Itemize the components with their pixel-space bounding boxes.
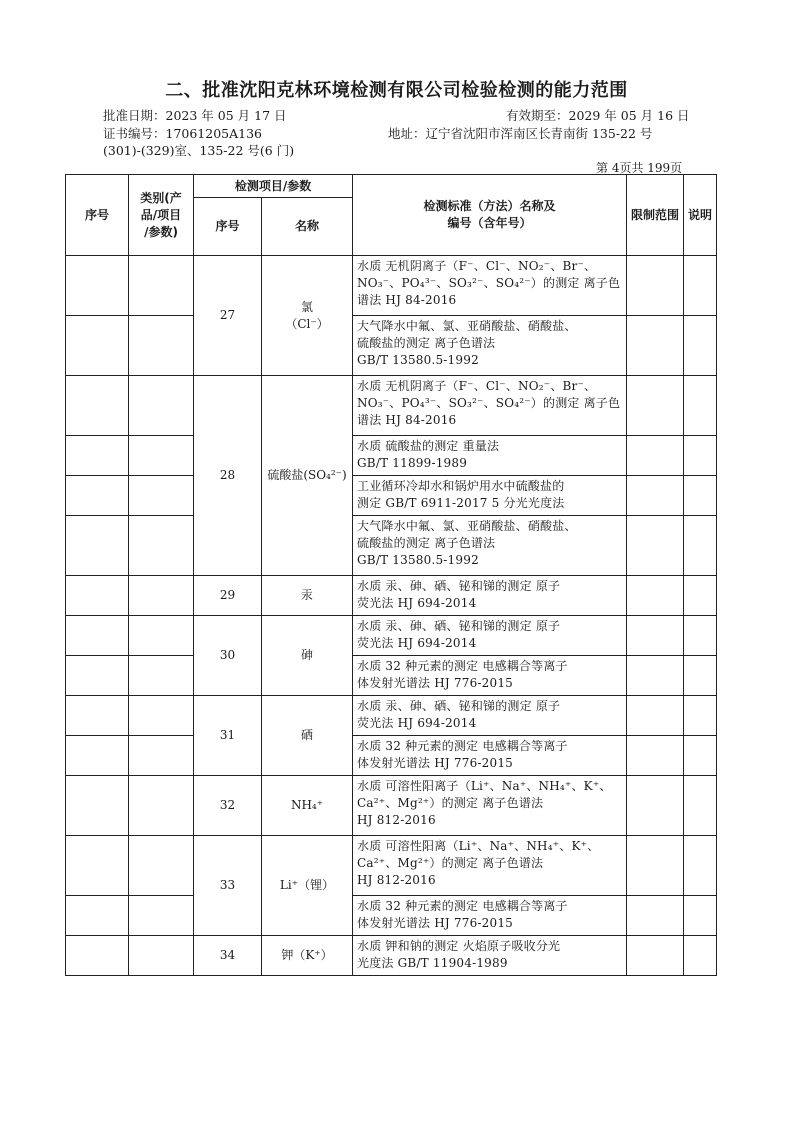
table-row <box>66 256 717 316</box>
note-cell <box>684 256 717 316</box>
page-title: 二、批准沈阳克林环境检测有限公司检验检测的能力范围 <box>165 80 628 101</box>
category-cell <box>129 736 194 776</box>
item-name-line: Li⁺（锂） <box>279 878 335 892</box>
standard-line: 工业循环冷却水和锅炉用水中硫酸盐的 <box>357 479 565 493</box>
note-cell <box>684 576 717 616</box>
table-row <box>66 476 717 516</box>
item-name-line: （Cl⁻） <box>285 316 329 331</box>
category-cell <box>129 576 194 616</box>
note-cell <box>684 776 717 836</box>
item-name-cell <box>262 696 353 776</box>
page-info: 第 4页共 199页 <box>596 161 683 175</box>
item-name-cell <box>262 936 353 976</box>
standard-line: 水质 32 种元素的测定 电感耦合等离子 <box>357 739 568 753</box>
seq-cell <box>66 936 129 976</box>
standard-line: 谱法 HJ 84-2016 <box>357 413 457 427</box>
standard-line: GB/T 13580.5-1992 <box>357 553 479 567</box>
item-name-line: 钾（K⁺） <box>281 948 333 962</box>
standard-line: 荧光法 HJ 694-2014 <box>357 716 477 730</box>
note-cell <box>684 836 717 896</box>
col-standard-header: 检测标准（方法）名称及 编号（含年号） <box>353 175 627 256</box>
standard-line: 硫酸盐的测定 离子色谱法 <box>357 536 496 550</box>
item-seq-cell: 32 <box>194 776 262 836</box>
standard-cell <box>353 436 627 476</box>
category-cell <box>129 776 194 836</box>
standard-cell <box>353 896 627 936</box>
standard-line: 水质 汞、砷、硒、铋和锑的测定 原子 <box>357 699 561 713</box>
standard-line: NO₃⁻、PO₄³⁻、SO₃²⁻、SO₄²⁻）的测定 离子色 <box>357 396 621 410</box>
table-row <box>66 436 717 476</box>
standard-line: 水质 钾和钠的测定 火焰原子吸收分光 <box>357 939 561 953</box>
note-cell <box>684 516 717 576</box>
seq-cell <box>66 896 129 936</box>
seq-cell <box>66 316 129 376</box>
item-name-cell <box>262 776 353 836</box>
standard-cell <box>353 256 627 316</box>
note-cell <box>684 896 717 936</box>
limit-cell <box>627 836 684 896</box>
valid-until: 有效期至：2029 年 05 月 16 日 <box>506 108 690 123</box>
standard-line: 大气降水中氟、氯、亚硝酸盐、硝酸盐、 <box>357 319 577 333</box>
table-row <box>66 936 717 976</box>
table-row <box>66 896 717 936</box>
table-row <box>66 316 717 376</box>
standard-cell <box>353 936 627 976</box>
item-name-cell <box>262 376 353 576</box>
standard-line: 水质 硫酸盐的测定 重量法 <box>357 439 500 453</box>
table-body <box>66 256 717 976</box>
standard-line: HJ 812-2016 <box>357 873 436 887</box>
standard-line: 水质 汞、砷、硒、铋和锑的测定 原子 <box>357 619 561 633</box>
col-category-header: 类别(产 品/项目 /参数) <box>129 175 194 256</box>
address: 地址：辽宁省沈阳市浑南区长青南街 135-22 号 <box>388 126 653 141</box>
standard-cell <box>353 696 627 736</box>
standard-line: 体发射光谱法 HJ 776-2015 <box>357 916 514 930</box>
item-name-line: 汞 <box>301 588 314 602</box>
category-cell <box>129 516 194 576</box>
seq-cell <box>66 696 129 736</box>
seq-cell <box>66 516 129 576</box>
seq-cell <box>66 576 129 616</box>
limit-cell <box>627 436 684 476</box>
standard-cell <box>353 616 627 656</box>
standard-line: 水质 可溶性阳离子（Li⁺、Na⁺、NH₄⁺、K⁺、 <box>357 779 612 793</box>
category-cell <box>129 256 194 316</box>
col-note-header: 说明 <box>684 175 717 256</box>
limit-cell <box>627 316 684 376</box>
table-row <box>66 836 717 896</box>
standard-line: 谱法 HJ 84-2016 <box>357 293 457 307</box>
standard-line: 体发射光谱法 HJ 776-2015 <box>357 756 514 770</box>
standard-cell <box>353 736 627 776</box>
category-cell <box>129 376 194 436</box>
limit-cell <box>627 616 684 656</box>
seq-cell <box>66 476 129 516</box>
item-name-line: NH₄⁺ <box>290 798 324 812</box>
item-name-line: 砷 <box>301 648 314 662</box>
standard-line: 荧光法 HJ 694-2014 <box>357 596 477 610</box>
standard-line: GB/T 13580.5-1992 <box>357 353 479 367</box>
standard-line: 水质 32 种元素的测定 电感耦合等离子 <box>357 899 568 913</box>
standard-cell <box>353 376 627 436</box>
item-seq-cell: 34 <box>194 936 262 976</box>
limit-cell <box>627 476 684 516</box>
note-cell <box>684 616 717 656</box>
limit-cell <box>627 256 684 316</box>
standard-line: 光度法 GB/T 11904-1989 <box>357 956 508 970</box>
standard-cell <box>353 576 627 616</box>
item-seq-cell: 30 <box>194 616 262 696</box>
limit-cell <box>627 896 684 936</box>
seq-cell <box>66 436 129 476</box>
limit-cell <box>627 516 684 576</box>
standard-line: 测定 GB/T 6911-2017 5 分光光度法 <box>357 496 565 510</box>
seq-cell <box>66 776 129 836</box>
standard-cell <box>353 776 627 836</box>
standard-line: 水质 可溶性阳离（Li⁺、Na⁺、NH₄⁺、K⁺、 <box>357 839 600 853</box>
col-limit-header: 限制范围 <box>627 175 684 256</box>
note-cell <box>684 736 717 776</box>
category-cell <box>129 476 194 516</box>
table-row <box>66 376 717 436</box>
standard-line: 水质 无机阴离子（F⁻、Cl⁻、NO₂⁻、Br⁻、 <box>357 379 597 393</box>
seq-cell <box>66 616 129 656</box>
limit-cell <box>627 776 684 836</box>
table-row <box>66 736 717 776</box>
item-name-cell <box>262 256 353 376</box>
item-seq-cell: 29 <box>194 576 262 616</box>
standard-line: 荧光法 HJ 694-2014 <box>357 636 477 650</box>
col-item-name-header: 名称 <box>262 198 353 256</box>
col-item-group-header: 检测项目/参数 <box>194 175 353 198</box>
standard-line: NO₃⁻、PO₄³⁻、SO₃²⁻、SO₄²⁻）的测定 离子色 <box>357 276 621 290</box>
table-row <box>66 776 717 836</box>
standard-cell <box>353 836 627 896</box>
standard-line: 大气降水中氟、氯、亚硝酸盐、硝酸盐、 <box>357 519 577 533</box>
limit-cell <box>627 376 684 436</box>
standard-line: 水质 汞、砷、硒、铋和锑的测定 原子 <box>357 579 561 593</box>
item-seq-cell: 33 <box>194 836 262 936</box>
standard-cell <box>353 316 627 376</box>
limit-cell <box>627 936 684 976</box>
item-name-cell <box>262 616 353 696</box>
capability-table <box>65 174 717 976</box>
note-cell <box>684 656 717 696</box>
col-item-seq-header: 序号 <box>194 198 262 256</box>
table-row <box>66 696 717 736</box>
table-row <box>66 576 717 616</box>
seq-cell <box>66 656 129 696</box>
note-cell <box>684 376 717 436</box>
category-cell <box>129 436 194 476</box>
item-name-cell <box>262 576 353 616</box>
standard-line: Ca²⁺、Mg²⁺）的测定 离子色谱法 <box>357 796 544 810</box>
category-cell <box>129 936 194 976</box>
category-cell <box>129 896 194 936</box>
standard-line: 体发射光谱法 HJ 776-2015 <box>357 676 514 690</box>
standard-cell <box>353 656 627 696</box>
standard-line: 硫酸盐的测定 离子色谱法 <box>357 336 496 350</box>
approval-date: 批准日期：2023 年 05 月 17 日 <box>103 108 287 123</box>
standard-line: HJ 812-2016 <box>357 813 436 827</box>
address-continuation: (301)-(329)室、135-22 号(6 门) <box>103 143 295 158</box>
limit-cell <box>627 736 684 776</box>
seq-cell <box>66 836 129 896</box>
seq-cell <box>66 256 129 316</box>
item-seq-cell: 31 <box>194 696 262 776</box>
limit-cell <box>627 656 684 696</box>
note-cell <box>684 936 717 976</box>
standard-cell <box>353 516 627 576</box>
category-cell <box>129 696 194 736</box>
table-row <box>66 616 717 656</box>
note-cell <box>684 476 717 516</box>
category-cell <box>129 836 194 896</box>
seq-cell <box>66 736 129 776</box>
item-name-line: 硒 <box>301 728 314 742</box>
table-row <box>66 656 717 696</box>
category-cell <box>129 656 194 696</box>
seq-cell <box>66 376 129 436</box>
certificate-number: 证书编号：17061205A136 <box>103 126 263 141</box>
limit-cell <box>627 576 684 616</box>
standard-cell <box>353 476 627 516</box>
category-cell <box>129 316 194 376</box>
standard-line: 水质 32 种元素的测定 电感耦合等离子 <box>357 659 568 673</box>
item-name-cell <box>262 836 353 936</box>
standard-line: 水质 无机阴离子（F⁻、Cl⁻、NO₂⁻、Br⁻、 <box>357 259 597 273</box>
note-cell <box>684 696 717 736</box>
limit-cell <box>627 696 684 736</box>
item-name-line: 氯 <box>301 299 314 314</box>
item-seq-cell: 27 <box>194 256 262 376</box>
standard-line: Ca²⁺、Mg²⁺）的测定 离子色谱法 <box>357 856 544 870</box>
item-seq-cell: 28 <box>194 376 262 576</box>
note-cell <box>684 436 717 476</box>
note-cell <box>684 316 717 376</box>
table-row <box>66 516 717 576</box>
standard-line: GB/T 11899-1989 <box>357 456 468 470</box>
col-seq-header: 序号 <box>66 175 129 256</box>
category-cell <box>129 616 194 656</box>
item-name-line: 硫酸盐(SO₄²⁻) <box>267 468 347 482</box>
